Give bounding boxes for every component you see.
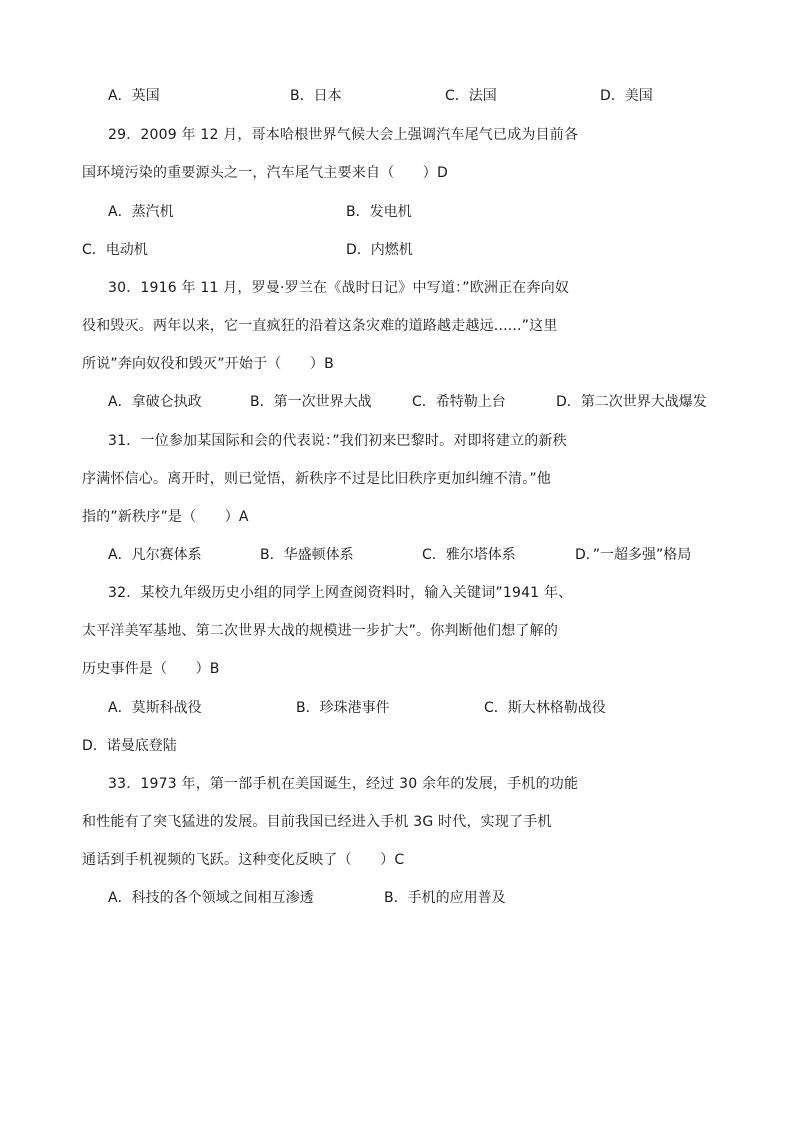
q32-option-d: D．诺曼底登陆 bbox=[82, 738, 177, 754]
q30-option-a: A．拿破仑执政 bbox=[108, 394, 202, 410]
q29-stem-line1: 29．2009 年 12 月，哥本哈根世界气候大会上强调汽车尾气已成为目前各 bbox=[108, 127, 579, 143]
q31-stem-line3: 指的”新秩序”是（ ）A bbox=[82, 509, 249, 525]
q28-option-a: A．英国 bbox=[108, 88, 160, 104]
q33-stem-line2: 和性能有了突飞猛进的发展。目前我国已经进入手机 3G 时代，实现了手机 bbox=[82, 814, 552, 830]
q33-stem-line3: 通话到手机视频的飞跃。这种变化反映了（ ）C bbox=[82, 852, 405, 868]
q29-stem-line2: 国环境污染的重要源头之一，汽车尾气主要来自（ ）D bbox=[82, 165, 448, 181]
q32-stem-line3: 历史事件是（ ）B bbox=[82, 661, 220, 677]
q31-stem-line1: 31．一位参加某国际和会的代表说：”我们初来巴黎时。对即将建立的新秩 bbox=[108, 433, 567, 449]
q28-option-d: D．美国 bbox=[600, 88, 653, 104]
q33-option-b: B．手机的应用普及 bbox=[384, 890, 506, 906]
q29-option-c: C．电动机 bbox=[82, 242, 148, 258]
q30-option-b: B．第一次世界大战 bbox=[250, 394, 372, 410]
q32-option-b: B．珍珠港事件 bbox=[296, 700, 390, 716]
q32-stem-line2: 太平洋美军基地、第二次世界大战的规模进一步扩大”。你判断他们想了解的 bbox=[82, 623, 559, 639]
q32-option-a: A．莫斯科战役 bbox=[108, 700, 202, 716]
q33-stem-line1: 33．1973 年，第一部手机在美国诞生，经过 30 余年的发展，手机的功能 bbox=[108, 776, 579, 792]
q30-option-c: C．希特勒上台 bbox=[412, 394, 506, 410]
q31-option-d: D．”一超多强”格局 bbox=[575, 547, 692, 563]
q31-option-c: C．雅尔塔体系 bbox=[422, 547, 516, 563]
q29-option-b: B．发电机 bbox=[346, 204, 412, 220]
q29-option-d: D．内燃机 bbox=[346, 242, 413, 258]
q32-stem-line1: 32．某校九年级历史小组的同学上网查阅资料时，输入关键词”1941 年、 bbox=[108, 585, 573, 601]
q30-option-d: D．第二次世界大战爆发 bbox=[556, 394, 707, 410]
q31-option-a: A．凡尔赛体系 bbox=[108, 547, 202, 563]
q31-stem-line2: 序满怀信心。离开时，则已觉悟，新秩序不过是比旧秩序更加纠缠不清。”他 bbox=[82, 471, 552, 487]
q28-option-c: C．法国 bbox=[445, 88, 497, 104]
q30-stem-line2: 役和毁灭。两年以来，它一直疯狂的沿着这条灾难的道路越走越远......”这里 bbox=[82, 318, 558, 334]
q31-option-b: B．华盛顿体系 bbox=[260, 547, 354, 563]
q30-stem-line3: 所说”奔向奴役和毁灭”开始于（ ）B bbox=[82, 356, 334, 372]
q29-option-a: A．蒸汽机 bbox=[108, 204, 174, 220]
q28-option-b: B．日本 bbox=[290, 88, 342, 104]
q30-stem-line1: 30．1916 年 11 月，罗曼·罗兰在《战时日记》中写道：”欧洲正在奔向奴 bbox=[108, 280, 570, 296]
q33-option-a: A．科技的各个领域之间相互渗透 bbox=[108, 890, 314, 906]
q32-option-c: C．斯大林格勒战役 bbox=[484, 700, 606, 716]
